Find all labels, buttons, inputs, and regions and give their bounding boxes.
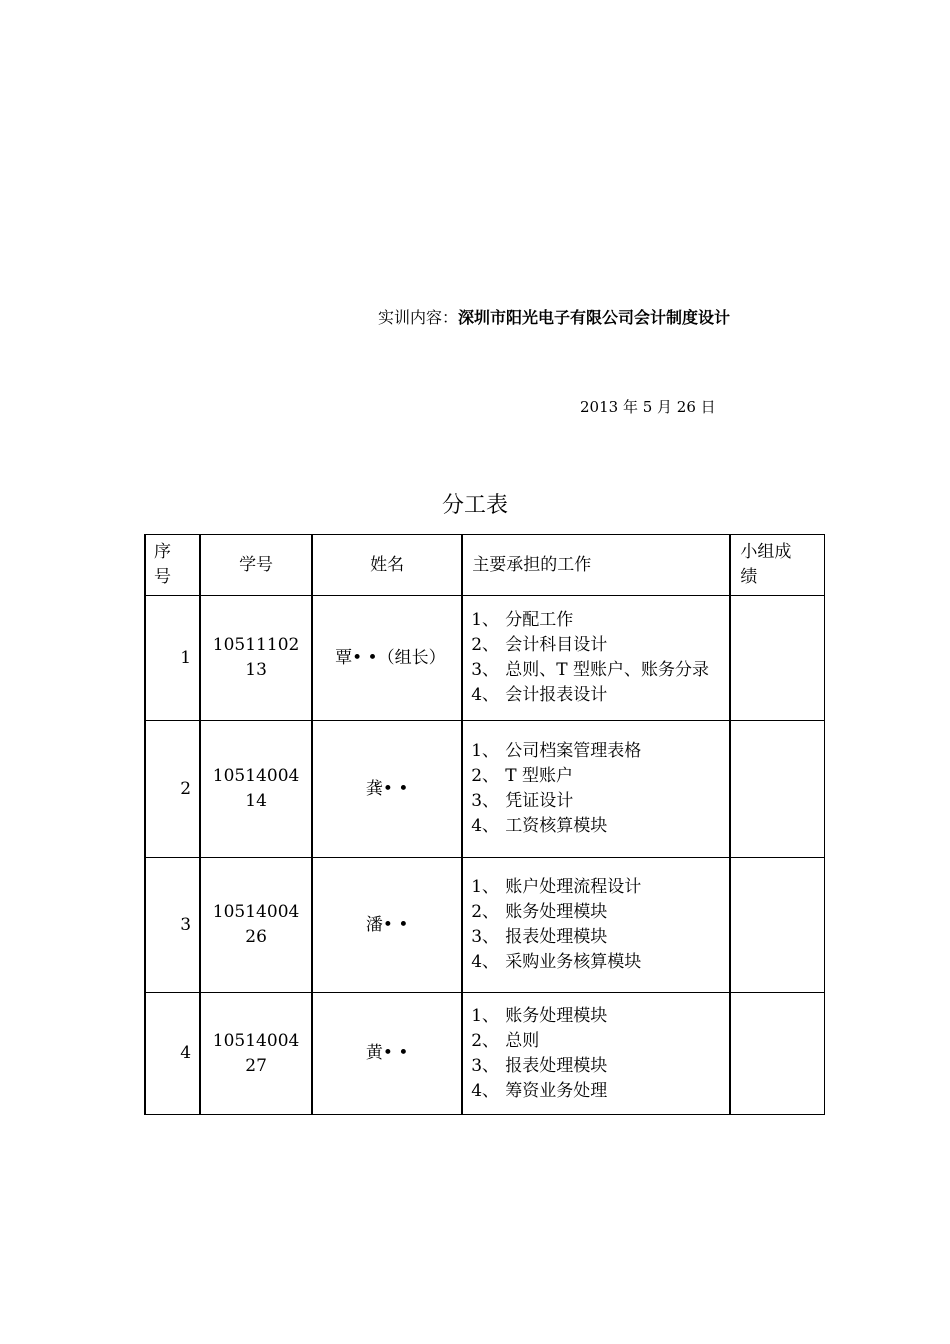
row-score — [730, 596, 824, 721]
subject-value: 深圳市阳光电子有限公司会计制度设计 — [458, 308, 731, 327]
table-row — [145, 858, 825, 993]
subject-label: 实训内容： — [378, 308, 459, 327]
task-item: 4、 会计报表设计 — [471, 685, 608, 705]
task-item: 1、 账户处理流程设计 — [471, 877, 642, 897]
row-name: 潘• • — [312, 858, 462, 993]
task-item: 2、 会计科目设计 — [471, 635, 608, 655]
task-item: 3、 凭证设计 — [471, 791, 574, 811]
task-item: 4、 工资核算模块 — [471, 816, 608, 836]
training-subject — [378, 305, 730, 328]
header-student-id: 学号 — [200, 535, 312, 596]
row-score — [730, 858, 824, 993]
row-student-id: 1051400414 — [200, 721, 312, 858]
row-index: 4 — [145, 993, 200, 1115]
row-name: 覃• •（组长） — [312, 596, 462, 721]
header-score: 小组成绩 — [730, 535, 824, 596]
table-title: 分工表 — [441, 493, 508, 518]
row-tasks — [462, 993, 730, 1115]
row-score — [730, 993, 824, 1115]
task-item: 1、 分配工作 — [471, 610, 574, 630]
task-item: 3、 总则、T 型账户、账务分录 — [471, 660, 709, 680]
document-date: 2013 年 5 月 26 日 — [580, 398, 716, 416]
table-row — [145, 721, 825, 858]
row-name: 龚• • — [312, 721, 462, 858]
task-item: 1、 公司档案管理表格 — [471, 741, 642, 761]
header-name: 姓名 — [312, 535, 462, 596]
task-item: 2、 总则 — [471, 1030, 540, 1051]
row-tasks — [462, 596, 730, 721]
row-index: 1 — [145, 596, 200, 721]
task-item: 4、 采购业务核算模块 — [471, 952, 642, 972]
row-score — [730, 721, 824, 858]
division-of-work-table — [144, 534, 825, 1115]
task-item: 3、 报表处理模块 — [471, 927, 608, 947]
task-item: 2、 账务处理模块 — [471, 902, 608, 922]
row-tasks — [462, 721, 730, 858]
row-student-id: 1051400426 — [200, 858, 312, 993]
header-work: 主要承担的工作 — [462, 535, 730, 596]
task-item: 1、 账务处理模块 — [471, 1005, 608, 1026]
task-item: 4、 筹资业务处理 — [471, 1080, 608, 1101]
row-student-id: 1051400427 — [200, 993, 312, 1115]
row-name: 黄• • — [312, 993, 462, 1115]
table-row — [145, 596, 825, 721]
table-header-row — [145, 535, 825, 596]
task-item: 2、 T 型账户 — [471, 766, 573, 786]
task-item: 3、 报表处理模块 — [471, 1055, 608, 1076]
row-tasks — [462, 858, 730, 993]
row-student-id: 1051110213 — [200, 596, 312, 721]
header-index: 序号 — [145, 535, 200, 596]
table-row — [145, 993, 825, 1115]
row-index: 2 — [145, 721, 200, 858]
row-index: 3 — [145, 858, 200, 993]
